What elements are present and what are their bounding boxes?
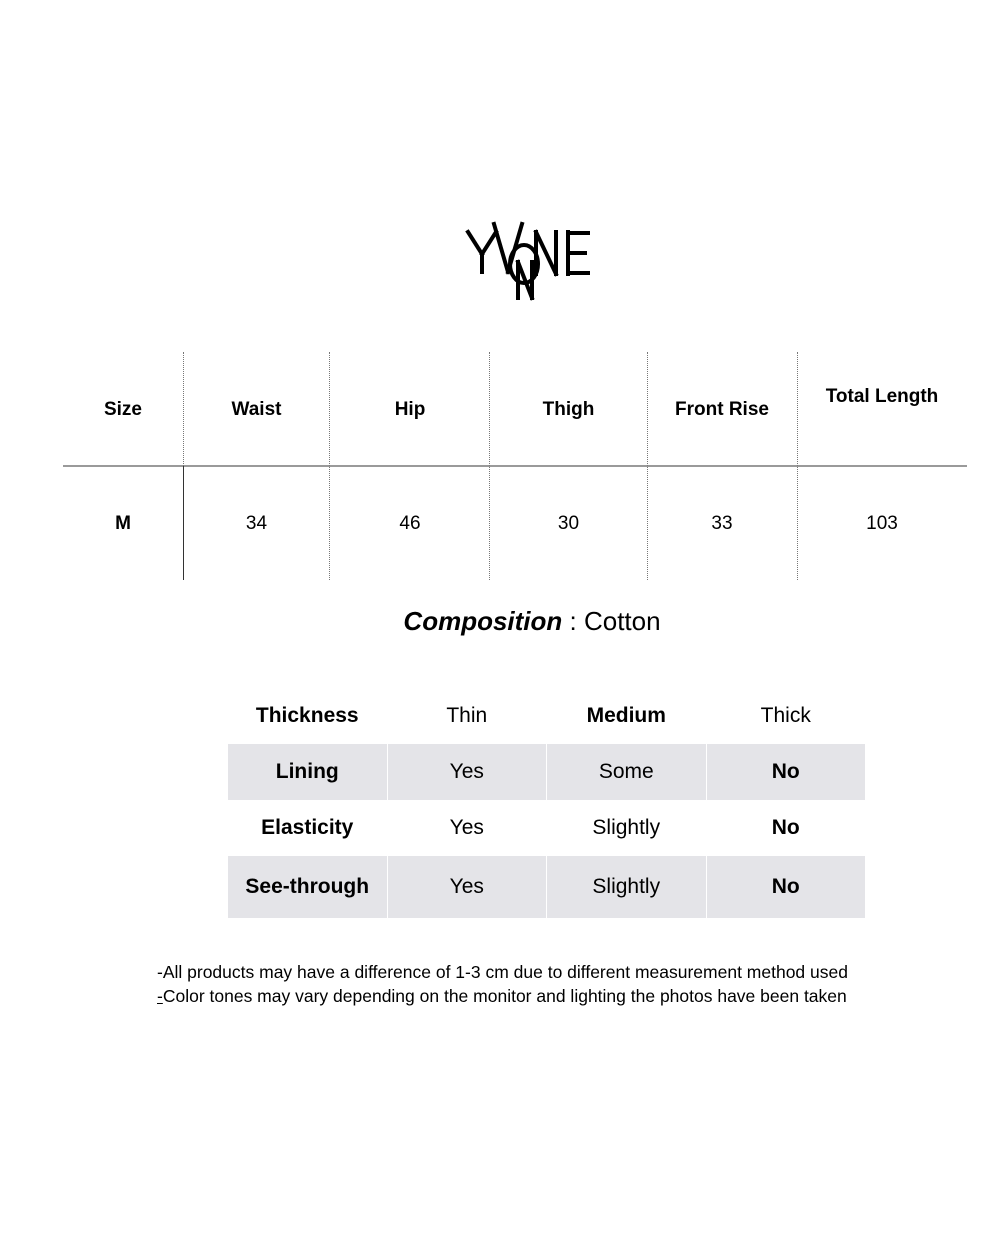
fabric-row-elasticity xyxy=(228,800,865,856)
composition-value: Cotton xyxy=(583,606,661,636)
fabric-row-thickness xyxy=(228,688,865,744)
total-length-header: Total Length xyxy=(825,386,939,407)
composition-label: Composition xyxy=(403,606,563,636)
option-cell: Yes xyxy=(388,744,547,800)
size-value: M xyxy=(115,512,131,534)
row-label: See-through xyxy=(228,856,387,918)
front-rise-value: 33 xyxy=(711,512,733,534)
fabric-row-see-through xyxy=(228,856,865,918)
brand-logo-mark xyxy=(462,218,594,302)
column-divider-solid xyxy=(183,466,184,580)
disclaimer-notes xyxy=(157,960,848,1008)
composition-line xyxy=(0,606,1000,637)
option-cell: Yes xyxy=(449,816,484,839)
column-divider xyxy=(647,352,648,580)
option-cell: Slightly xyxy=(592,816,661,839)
fabric-properties-table xyxy=(228,688,865,918)
note-dash: - xyxy=(157,986,163,1006)
total-length-value: 103 xyxy=(866,512,898,534)
size-chart-table xyxy=(63,352,967,580)
row-label: Lining xyxy=(228,744,387,800)
brand-logo xyxy=(462,218,594,302)
column-divider xyxy=(183,352,184,466)
hip-header: Hip xyxy=(394,398,426,420)
option-cell: Thick xyxy=(760,704,811,727)
option-cell: Yes xyxy=(388,856,547,918)
fabric-row-lining xyxy=(228,744,865,800)
thigh-header: Thigh xyxy=(542,398,595,420)
option-cell-selected: No xyxy=(707,856,866,918)
option-cell-selected: No xyxy=(771,816,800,839)
thigh-value: 30 xyxy=(557,512,580,534)
note-color-text: Color tones may vary depending on the monitor and lighting the photos have been taken xyxy=(162,986,847,1006)
front-rise-header: Front Rise xyxy=(675,398,769,420)
option-cell-selected: Medium xyxy=(586,704,666,727)
composition-separator: : xyxy=(562,606,584,636)
option-cell: Some xyxy=(547,744,706,800)
option-cell-selected: No xyxy=(707,744,866,800)
column-divider xyxy=(797,352,798,580)
option-cell: Thin xyxy=(446,704,488,727)
waist-value: 34 xyxy=(245,512,268,534)
note-color xyxy=(157,984,848,1008)
size-header: Size xyxy=(103,398,143,420)
option-cell: Slightly xyxy=(547,856,706,918)
row-label: Elasticity xyxy=(261,816,354,839)
hip-value: 46 xyxy=(399,512,421,534)
column-divider xyxy=(489,352,490,580)
column-divider xyxy=(329,352,330,580)
note-measurement: -All products may have a difference of 1-3 cm due to different measurement method used xyxy=(157,962,848,982)
waist-header: Waist xyxy=(231,398,282,420)
row-label: Thickness xyxy=(255,704,359,727)
